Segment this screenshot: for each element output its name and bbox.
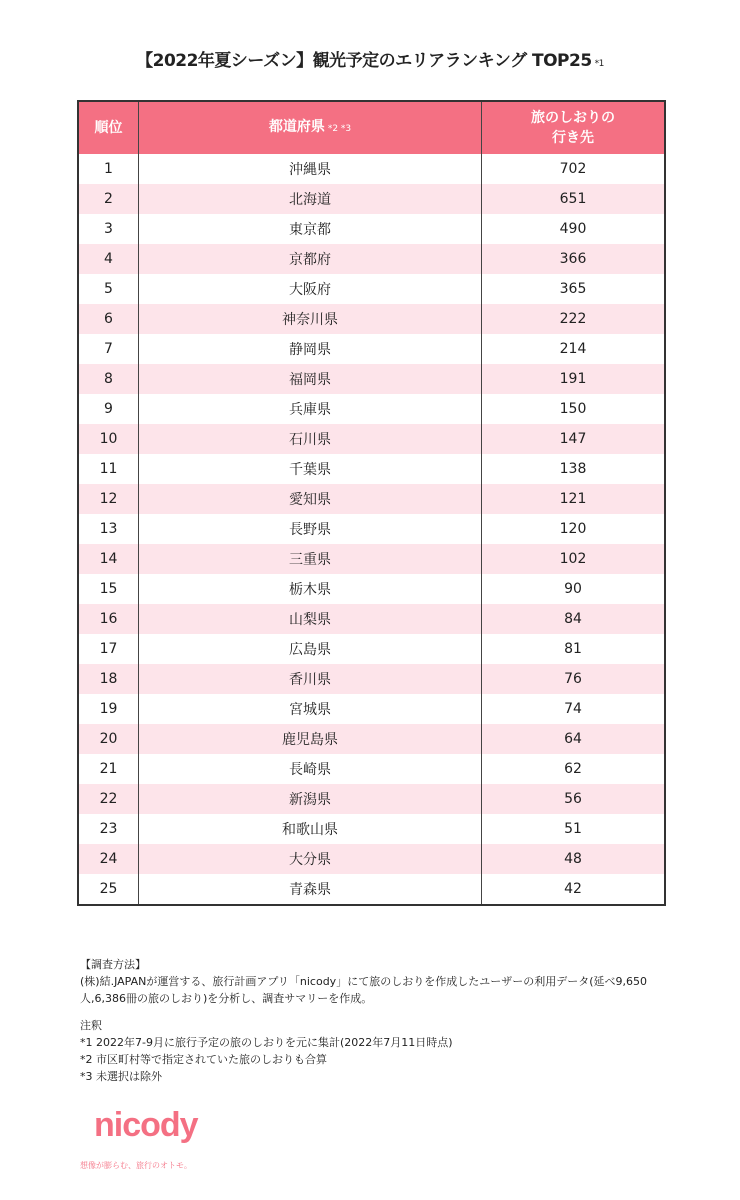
cell-prefecture: 栃木県 [139,574,482,604]
table-header [78,101,665,154]
table-row [78,604,665,634]
table-row [78,724,665,754]
cell-rank: 16 [78,604,139,634]
cell-value: 62 [564,761,582,777]
page-title [0,46,740,71]
cell-prefecture: 大阪府 [139,274,482,304]
cell-value: 120 [559,521,587,537]
cell-prefecture: 山梨県 [139,604,482,634]
cell-prefecture: 沖縄県 [139,154,482,184]
cell-rank: 3 [78,214,139,244]
cell-rank: 5 [78,274,139,304]
cell-value: 56 [482,784,666,814]
table-row [78,754,665,784]
header-prefecture [139,101,482,154]
method-body: (株)結.JAPANが運営する、旅行計画アプリ「nicody」にて旅のしおりを作成したユーザーの利用データ(延べ9,650人,6,386冊の旅のしおり)を分析し、調査サマリーを作成。 [80,975,647,1005]
ranking-table [77,100,666,906]
table-row [78,484,665,514]
cell-value: 702 [559,161,587,177]
cell-rank: 22 [78,784,139,814]
cell-prefecture: 宮城県 [139,694,482,724]
cell-value: 222 [482,304,666,334]
logo-tagline: 想像が膨らむ、旅行のオトモ。 [80,1161,192,1170]
table-row [78,694,665,724]
header-prefecture-label: 都道府県 [268,119,325,135]
nicody-logo: nicody [94,1106,198,1144]
cell-value: 84 [482,604,666,634]
table-row [78,394,665,424]
cell-rank: 24 [78,844,139,874]
cell-value: 150 [559,401,587,417]
cell-prefecture: 石川県 [139,424,482,454]
cell-rank: 25 [78,874,139,905]
cell-rank: 4 [78,244,139,274]
cell-rank: 14 [78,544,139,574]
cell-value: 74 [564,701,582,717]
cell-prefecture: 福岡県 [139,364,482,394]
cell-rank: 13 [78,514,139,544]
cell-prefecture: 和歌山県 [139,814,482,844]
cell-prefecture: 青森県 [139,874,482,905]
cell-value: 81 [564,641,582,657]
cell-value: 64 [482,724,666,754]
method-heading: 【調査方法】 [80,958,146,971]
cell-prefecture: 大分県 [139,844,482,874]
cell-value: 76 [482,664,666,694]
notes-heading: 注釈 [80,1019,102,1032]
header-value [482,101,666,154]
table-row [78,424,665,454]
table-row [78,244,665,274]
table-row [78,274,665,304]
cell-rank: 1 [78,154,139,184]
table-row [78,544,665,574]
cell-rank: 11 [78,454,139,484]
header-prefecture-note: *2 *3 [327,124,352,134]
cell-value: 490 [559,221,587,237]
cell-value: 191 [482,364,666,394]
table-row [78,844,665,874]
cell-value: 138 [559,461,587,477]
title-note: *1 [594,59,604,69]
table-row [78,784,665,814]
cell-prefecture: 京都府 [139,244,482,274]
cell-prefecture: 北海道 [139,184,482,214]
table-row [78,514,665,544]
header-value-line2: 行き先 [552,130,594,146]
cell-prefecture: 長崎県 [139,754,482,784]
cell-value: 102 [482,544,666,574]
cell-value: 90 [564,581,582,597]
cell-prefecture: 三重県 [139,544,482,574]
cell-rank: 12 [78,484,139,514]
table-row [78,184,665,214]
cell-rank: 18 [78,664,139,694]
cell-prefecture: 愛知県 [139,484,482,514]
table-row [78,664,665,694]
table-row [78,214,665,244]
note-item: *1 2022年7-9月に旅行予定の旅のしおりを元に集計(2022年7月11日時点) [80,1036,453,1049]
cell-rank: 17 [78,634,139,664]
cell-value: 121 [482,484,666,514]
cell-value: 365 [559,281,587,297]
cell-prefecture: 兵庫県 [139,394,482,424]
table-row [78,364,665,394]
table-row [78,634,665,664]
cell-prefecture: 静岡県 [139,334,482,364]
cell-prefecture: 東京都 [139,214,482,244]
table-row [78,814,665,844]
table-row [78,454,665,484]
cell-value: 147 [482,424,666,454]
cell-rank: 21 [78,754,139,784]
note-item: *2 市区町村等で指定されていた旅のしおりも合算 [80,1053,327,1066]
table-row [78,574,665,604]
cell-prefecture: 香川県 [139,664,482,694]
cell-prefecture: 鹿児島県 [139,724,482,754]
cell-value: 48 [482,844,666,874]
note-item: *3 未選択は除外 [80,1070,162,1083]
cell-prefecture: 長野県 [139,514,482,544]
cell-value: 651 [482,184,666,214]
cell-rank: 7 [78,334,139,364]
cell-rank: 19 [78,694,139,724]
table-row [78,874,665,905]
cell-value: 214 [559,341,587,357]
cell-value: 51 [564,821,582,837]
cell-rank: 20 [78,724,139,754]
header-rank: 順位 [78,101,139,154]
title-text: 【2022年夏シーズン】観光予定のエリアランキング TOP25 [136,51,592,71]
cell-prefecture: 広島県 [139,634,482,664]
cell-rank: 23 [78,814,139,844]
cell-rank: 8 [78,364,139,394]
table-row [78,304,665,334]
table-row [78,334,665,364]
cell-prefecture: 千葉県 [139,454,482,484]
cell-prefecture: 神奈川県 [139,304,482,334]
header-value-line1: 旅のしおりの [531,110,615,126]
table-row [78,154,665,184]
cell-rank: 10 [78,424,139,454]
cell-value: 366 [482,244,666,274]
cell-rank: 6 [78,304,139,334]
cell-prefecture: 新潟県 [139,784,482,814]
cell-rank: 2 [78,184,139,214]
cell-rank: 9 [78,394,139,424]
cell-value: 42 [564,881,582,897]
cell-rank: 15 [78,574,139,604]
notes-section [80,956,680,1085]
